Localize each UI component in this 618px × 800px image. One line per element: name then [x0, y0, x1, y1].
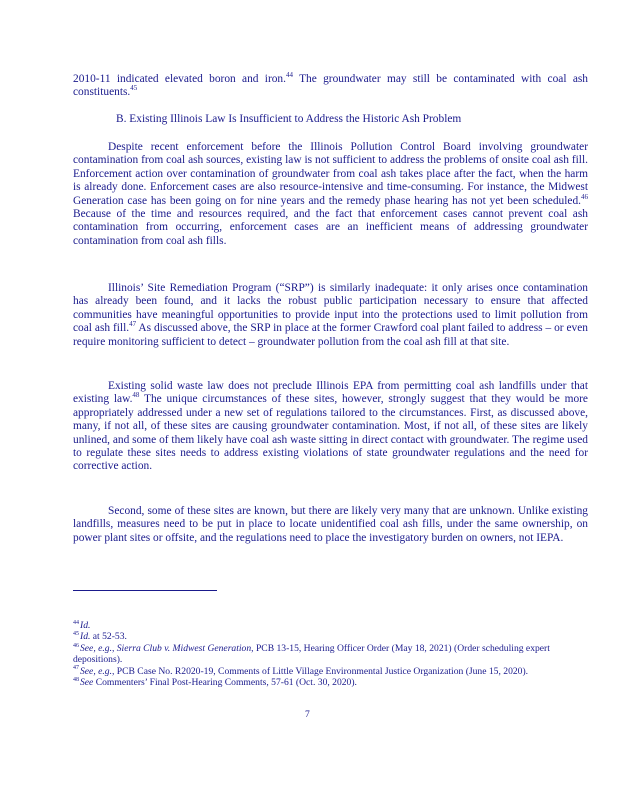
footnote-ref[interactable]: 45 [130, 84, 138, 93]
footnote [73, 631, 588, 642]
paragraph-text: Because of the time and resources required, and the fact that enforcement cases cannot prevent coal ash contamination from occurring, enforcement cases are an inefficient means of addressing groundwater contamination from coal ash fills. [73, 208, 588, 247]
footnote-ref[interactable]: 44 [285, 71, 293, 80]
footnote-text: PCB Case No. R2020-19, Comments of Little Village Environmental Justice Organization (June 15, 2020). [114, 665, 529, 677]
footnote-text: at 52-53. [90, 631, 127, 643]
paragraph-text: Despite recent enforcement before the Illinois Pollution Control Board involving groundwater contamination from coal ash sources, existing law is not sufficient to address the problems of onsite coal ash fill. Enforcement action over contamination of groundwater from coal ash takes place after the fact, when the harm is already done. Enforcement cases are also resource-intensive and time-consuming. For instance, the Midwest Generation case has been going on for nine years and the remedy phase hearing has not yet been scheduled. [73, 141, 588, 207]
paragraph-srp [73, 282, 588, 349]
paragraph-text: Illinois’ Site Remediation Program (“SRP”) is similarly inadequate: it only arises once contamination has already been found, and it lacks the robust public participation necessary to ensure that affected communities have meaningful opportunities to provide input into the protections used to limit pollution from coal ash fill. [73, 282, 588, 335]
paragraph-enforcement [73, 141, 588, 248]
footnote-citation: Id. [80, 620, 91, 631]
footnote-number: 47 [73, 665, 79, 672]
footnote-citation: See [80, 677, 94, 689]
paragraph-solid-waste [73, 380, 588, 474]
footnote-list [73, 620, 588, 688]
footnote-text: Commenters’ Final Post-Hearing Comments, 57-61 (Oct. 30, 2020). [93, 677, 357, 689]
paragraph-text: As discussed above, the SRP in place at the former Crawford coal plant failed to address – or even require monitoring sufficient to detect – groundwater pollution from the coal ash fill at that site. [73, 322, 588, 348]
footnote-citation: Id. [80, 631, 91, 643]
paragraph-text: Existing solid waste law does not preclude Illinois EPA from permitting coal ash landfills under that existing law. [73, 380, 588, 406]
footnote-citation: See, e.g., [80, 665, 115, 677]
paragraph-text: 2010-11 indicated elevated boron and iron. [73, 73, 286, 85]
footnote-number: 48 [73, 676, 79, 683]
paragraph-boron-iron [73, 73, 588, 100]
paragraph-unknown-sites [73, 505, 588, 545]
footnote-divider [73, 590, 217, 591]
footnote-ref[interactable]: 48 [132, 391, 140, 400]
footnote-number: 44 [73, 619, 79, 626]
footnote [73, 666, 588, 677]
footnote-text: , PCB 13-15, Hearing Officer Order (May 18, 2021) (Order scheduling expert depositions). [73, 642, 550, 666]
footnote [73, 677, 588, 688]
footnote-ref[interactable]: 47 [129, 320, 137, 329]
footnote-number: 46 [73, 642, 79, 649]
paragraph-text: The unique circumstances of these sites, however, strongly suggest that they would be more appropriately addressed under a new set of regulations tailored to the circumstances. First, as discussed above, many, if not all, of these sites are causing groundwater contamination. Most, if not all, of these sites are likely unlined, and some of them likely have coal ash waste sitting in direct contact with groundwater. The regime used to regulate these sites needs to address existing violations of state groundwater regulations and the need for corrective action. [73, 393, 588, 473]
paragraph-text: Second, some of these sites are known, but there are likely very many that are unknown. Unlike existing landfills, measures need to be put in place to locate unidentified coal ash fills, under the same ownership, on power plant sites or offsite, and the regulations need to place the investigatory burden on owners, not IEPA. [73, 505, 588, 544]
footnote [73, 620, 588, 631]
section-heading: B. Existing Illinois Law Is Insufficient to Address the Historic Ash Problem [116, 113, 462, 125]
footnote-ref[interactable]: 46 [581, 192, 588, 201]
footnote [73, 643, 588, 666]
footnote-number: 45 [73, 631, 79, 638]
footnote-citation: See, e.g., Sierra Club v. Midwest Generation [80, 642, 252, 654]
paragraph-text: The groundwater may still be contaminated with coal ash constituents. [73, 73, 589, 99]
page-number: 7 [305, 709, 310, 720]
